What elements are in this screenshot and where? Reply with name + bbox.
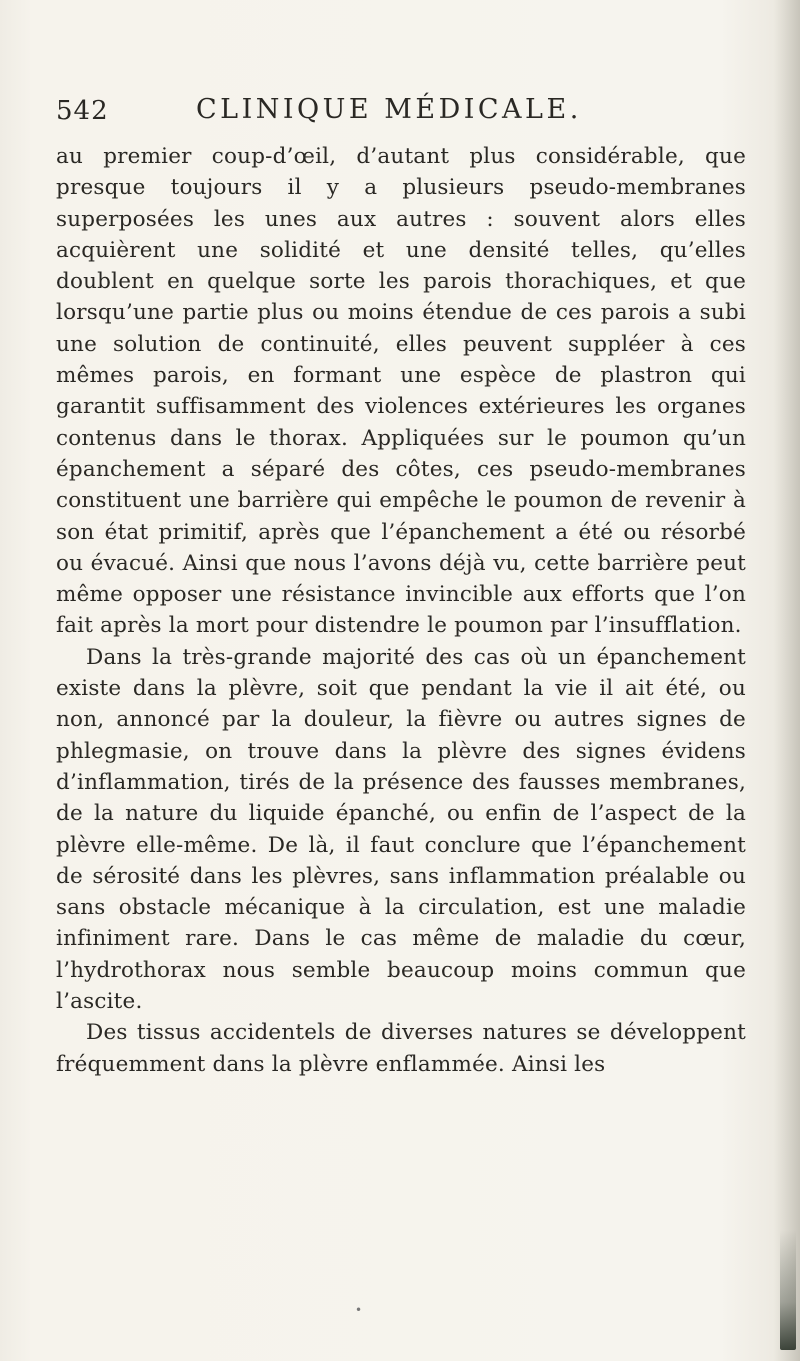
body-text: [56, 141, 746, 1080]
page-number: 542: [56, 96, 109, 126]
running-header: [56, 92, 746, 132]
paragraph-tissus: Des tissus accidentels de diverses natures se développent fréquemment dans la plèvre enflammée. Ainsi les: [56, 1020, 746, 1077]
stray-mark: •: [355, 1303, 363, 1317]
running-title: CLINIQUE MÉDICALE.: [196, 94, 582, 125]
paragraph-continued: au premier coup-d’œil, d’autant plus considérable, que presque toujours il y a plusieurs pseudo-membranes superposées les unes aux autres : souvent alors elles acquièrent une solidité et une densité telles, qu’elles doublent en quelque sorte les parois thorachiques, et que lorsqu’une partie plus ou moins étendue de ces parois a subi une solution de continuité, elles peuvent suppléer à ces mêmes parois, en formant une espèce de plastron qui garantit suffisamment des violences extérieures les organes contenus dans le thorax. Appliquées sur le poumon qu’un épanchement a séparé des côtes, ces pseudo-membranes constituent une barrière qui empêche le poumon de revenir à son état primitif, après que l’épanchement a été ou résorbé ou évacué. Ainsi que nous l’avons déjà vu, cette barrière peut même opposer une résistance invincible aux efforts que l’on fait après la mort pour distendre le poumon par l’insufflation.: [56, 144, 746, 639]
binding-mark: [780, 1230, 796, 1350]
page-edge-shadow: [774, 0, 800, 1361]
paragraph-epanchement: Dans la très-grande majorité des cas où un épanchement existe dans la plèvre, soit que pendant la vie il ait été, ou non, annoncé par la douleur, la fièvre ou autres signes de phlegmasie, on trouve dans la plèvre des signes évidens d’inflammation, tirés de la présence des fausses membranes, de la nature du liquide épanché, ou enfin de l’aspect de la plèvre elle-même. De là, il faut conclure que l’épanchement de sérosité dans les plèvres, sans inflammation préalable ou sans obstacle mécanique à la circulation, est une maladie infiniment rare. Dans le cas même de maladie du cœur, l’hydrothorax nous semble beaucoup moins commun que l’ascite.: [56, 644, 746, 1015]
